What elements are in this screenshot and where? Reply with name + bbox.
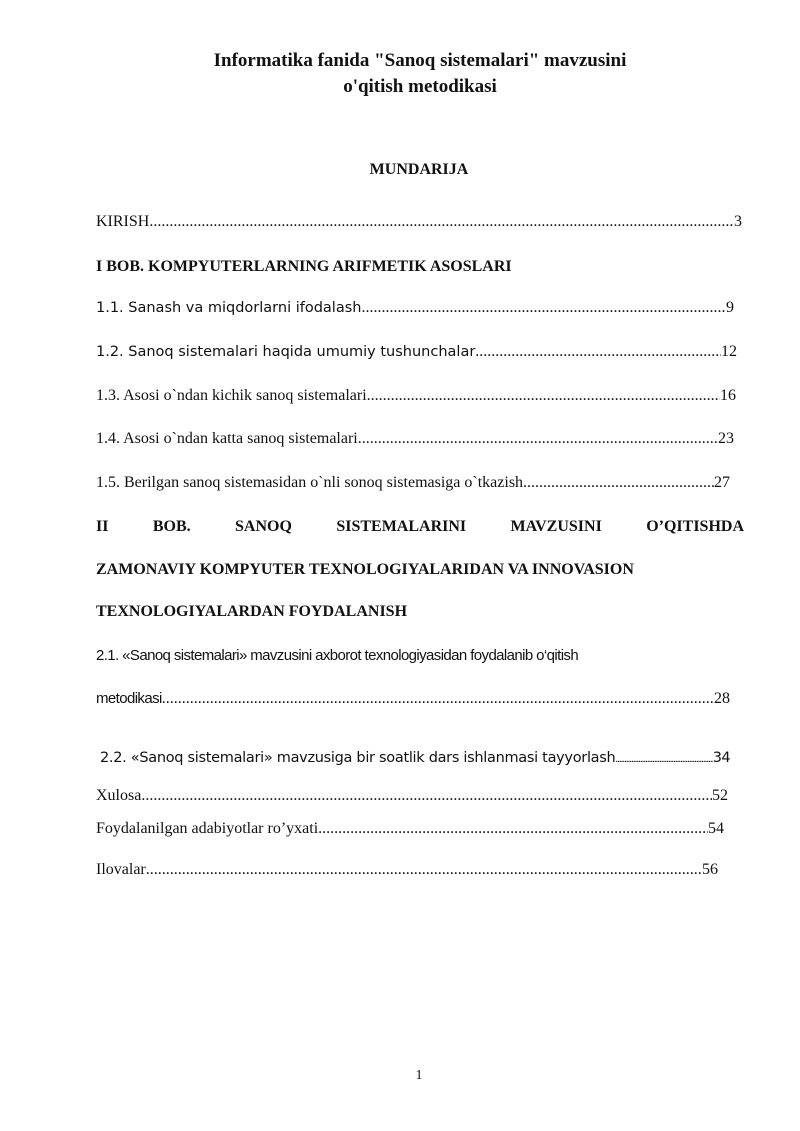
toc-entry-page: 16 <box>720 387 736 404</box>
toc-entry-1-2[interactable] <box>96 341 737 363</box>
toc-entry-text: 2.1. «Sanoq sistemalari» mavzusini axborot texnologiyasidan foydalanib o‘qitish <box>96 647 579 664</box>
toc-entry-text: KIRISH <box>96 213 150 230</box>
toc-entry-text: Xulosa <box>96 787 142 804</box>
toc-leader-dots <box>367 385 720 407</box>
toc-leader-dots <box>358 428 718 450</box>
toc-entry-page: 9 <box>726 299 734 316</box>
toc-entry-1-5[interactable] <box>96 472 730 494</box>
toc-entry-bibliography[interactable] <box>96 818 724 840</box>
chapter-2-word: SISTEMALARINI <box>336 518 467 535</box>
toc-chapter-1[interactable]: I BOB. KOMPYUTERLARNING ARIFMETIK ASOSLARI <box>96 258 512 275</box>
toc-entry-text: 1.4. Asosi o`ndan katta sanoq sistemalari <box>96 430 358 447</box>
toc-leader-dots <box>149 211 734 233</box>
toc-leader-dots <box>146 859 702 881</box>
toc-chapter-2-line-1[interactable] <box>96 515 744 539</box>
document-title-line-1: Informatika fanida "Sanoq sistemalari" mavzusini <box>213 50 627 71</box>
chapter-2-word: SANOQ <box>235 518 292 535</box>
toc-entry-page: 12 <box>721 343 737 360</box>
toc-entry-page: 54 <box>708 820 724 837</box>
toc-entry-text: 1.1. Sanash va miqdorlarni ifodalash <box>96 300 362 316</box>
toc-chapter-2-line-3[interactable]: TEXNOLOGIYALARDAN FOYDALANISH <box>96 603 408 620</box>
toc-entry-2-1-line-2[interactable] <box>96 688 730 710</box>
toc-entry-page: 56 <box>702 861 718 878</box>
toc-leader-dots <box>475 341 721 363</box>
toc-entry-1-4[interactable] <box>96 428 734 450</box>
chapter-2-word: MAVZUSINI <box>510 518 602 535</box>
toc-leader-dots <box>523 472 714 494</box>
toc-entry-ilovalar[interactable] <box>96 859 718 881</box>
toc-entry-text: 2.2. «Sanoq sistеmalari» mavzusiga bir soatlik dars ishlanmasi tayyorlash <box>100 750 616 766</box>
toc-leader-dots <box>162 688 714 710</box>
toc-entry-page: 28 <box>714 690 730 707</box>
toc-leader-dots <box>615 748 712 769</box>
toc-leader-dots <box>361 297 726 319</box>
toc-entry-xulosa[interactable] <box>96 785 728 807</box>
toc-entry-text: Ilovalar <box>96 861 146 878</box>
toc-leader-dots <box>318 818 708 840</box>
toc-entry-page: 27 <box>714 474 730 491</box>
toc-entry-text: 1.5. Berilgan sanoq sistemasidan o`nli sonoq sistemasiga o`tkazish <box>96 474 524 491</box>
page-number: 1 <box>415 1068 423 1083</box>
toc-leader-dots <box>141 785 712 807</box>
toc-entry-2-2[interactable] <box>100 747 730 769</box>
chapter-2-word: II <box>96 518 109 535</box>
toc-entry-1-3[interactable] <box>96 385 736 407</box>
toc-entry-page: 23 <box>718 430 734 447</box>
toc-entry-text: Foydalanilgan adabiyotlar ro’yxati <box>96 820 319 837</box>
toc-entry-2-1-line-1[interactable] <box>96 645 736 667</box>
chapter-2-word: BOB. <box>152 518 191 535</box>
chapter-2-word: O’QITISHDA <box>646 518 744 535</box>
toc-entry-text: 1.3. Asosi o`ndan kichik sanoq sistemalari <box>96 387 367 404</box>
toc-entry-page: 34 <box>712 750 730 766</box>
toc-entry-1-1[interactable] <box>96 297 734 319</box>
toc-entry-page: 3 <box>734 213 742 230</box>
toc-entry-kirish[interactable] <box>96 211 742 233</box>
toc-entry-text: 1.2. Sanoq sistemalari haqida umumiy tushunchalar <box>96 344 476 360</box>
document-title-line-2: o'qitish metodikasi <box>343 76 497 97</box>
toc-entry-page: 52 <box>712 787 728 804</box>
toc-chapter-2-line-2[interactable]: ZAMONAVIY KOMPYUTER TEXNOLOGIYALARIDAN VA INNOVASION <box>96 561 634 578</box>
toc-entry-text: metodikasi <box>96 690 162 707</box>
toc-heading: MUNDARIJA <box>369 161 469 178</box>
